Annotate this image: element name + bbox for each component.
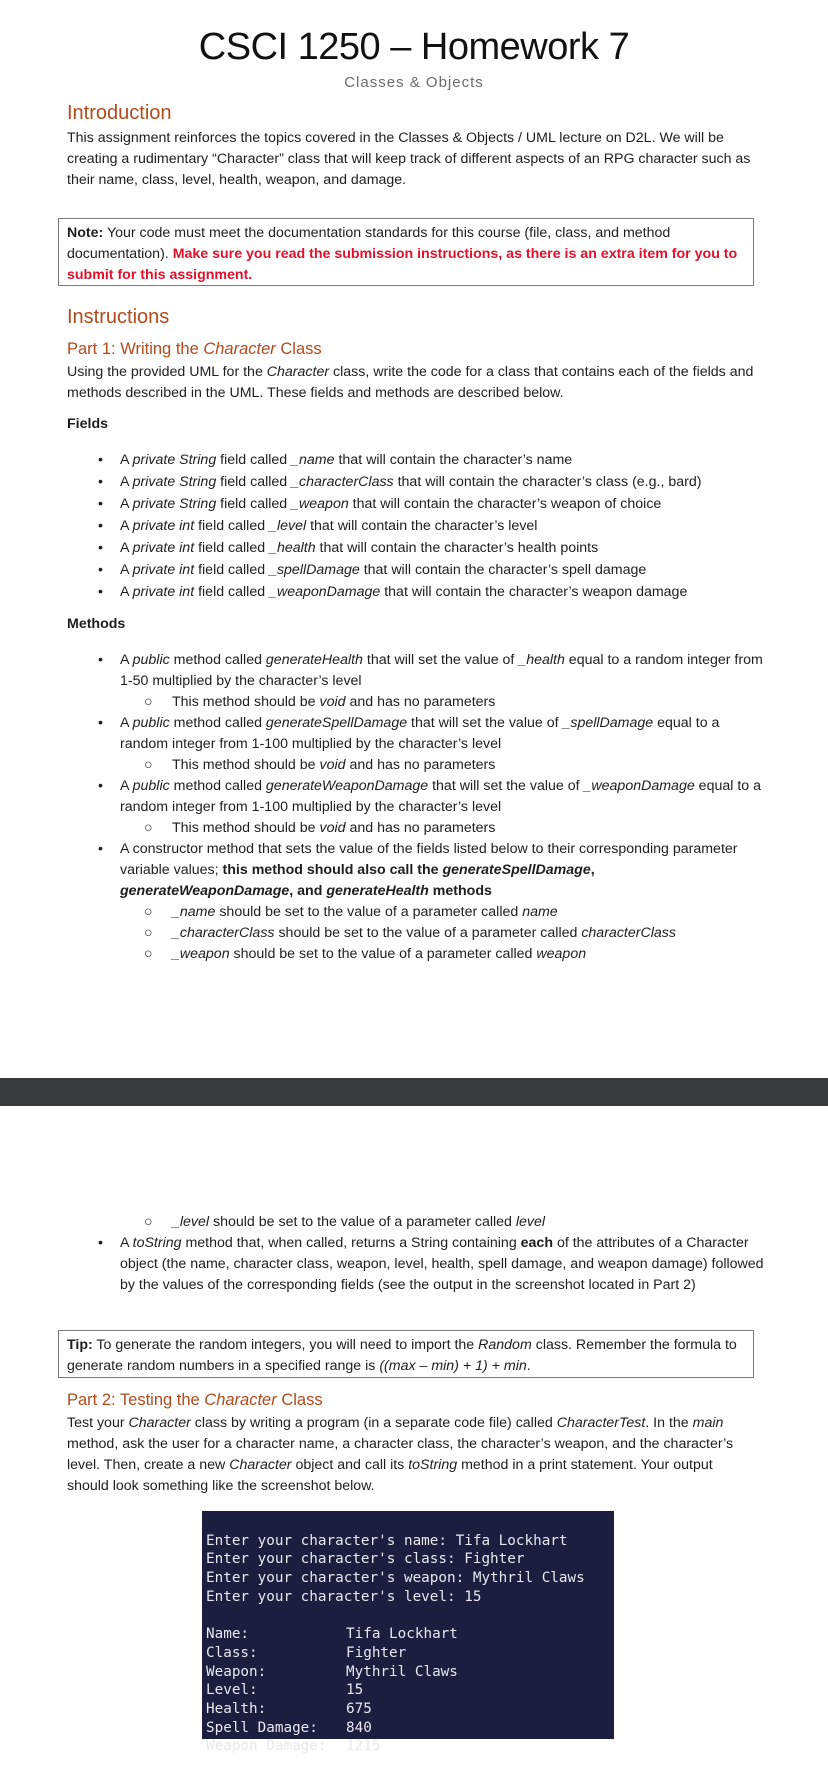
part1-text: Using the provided UML for the Character class, write the code for a class that contains each of the fields and methods described in the UML. These fields and methods are described below. bbox=[67, 364, 754, 401]
list-item: • A private int field called _health that will contain the character’s health points bbox=[98, 540, 599, 556]
console-line: Enter your character's name: Tifa Lockhart bbox=[206, 1532, 568, 1549]
tip-label: Tip: bbox=[67, 1337, 93, 1353]
console-line: Enter your character's class: Fighter bbox=[206, 1551, 525, 1568]
console-output-screenshot bbox=[202, 1511, 614, 1755]
list-item: • A public method called generateWeaponDamage that will set the value of _weaponDamage equal to a random integer from 1-100 multiplied by the character’s level bbox=[98, 778, 761, 815]
list-item: • A constructor method that sets the value of the fields listed below to their corresponding parameter variable values; this method should also call the generateSpellDamage, generateWeaponDamage, and generateHealth methods bbox=[98, 841, 738, 899]
console-row: Weapon Damage: 1215 bbox=[206, 1738, 381, 1755]
list-item: • A toString method that, when called, returns a String containing each of the attributes of a Character object (the name, character class, weapon, level, health, spell damage, and weapon damage) followed by the values of the corresponding fields (see the output in the screenshot located in Part 2) bbox=[98, 1235, 764, 1293]
part2-text: Test your Character class by writing a program (in a separate code file) called CharacterTest. In the main method, ask the user for a character name, a character class, the character’s weapon, and the character’s level. Then, create a new Character object and call its toString method in a print statement. Your output should look something like the screenshot below. bbox=[67, 1415, 734, 1494]
note-warning: Make sure you read the submission instructions, as there is an extra item for you to submit for this assignment. bbox=[67, 246, 738, 283]
methods-list-continued bbox=[86, 1212, 766, 1296]
list-item: • A private int field called _weaponDamage that will contain the character’s weapon damage bbox=[98, 584, 688, 600]
list-subitem: ○ _name should be set to the value of a parameter called name bbox=[144, 904, 558, 920]
list-subitem: ○ This method should be void and has no parameters bbox=[144, 757, 496, 773]
list-subitem: ○ _level should be set to the value of a parameter called level bbox=[144, 1214, 546, 1230]
list-subitem: ○ This method should be void and has no parameters bbox=[144, 820, 496, 836]
document-subtitle: Classes & Objects bbox=[344, 74, 484, 91]
console-row: Level: 15 bbox=[206, 1682, 364, 1699]
introduction-heading: Introduction bbox=[67, 102, 172, 124]
note-label: Note: bbox=[67, 225, 104, 241]
list-item: • A private int field called _level that will contain the character’s level bbox=[98, 518, 538, 534]
console-row: Name: Tifa Lockhart bbox=[206, 1626, 458, 1643]
methods-label: Methods bbox=[67, 616, 126, 632]
list-item: • A private String field called _weapon that will contain the character’s weapon of choice bbox=[98, 496, 662, 512]
methods-list bbox=[86, 650, 766, 965]
list-item: • A private String field called _name that will contain the character’s name bbox=[98, 452, 573, 468]
console-row: Class: Fighter bbox=[206, 1644, 407, 1661]
note-box bbox=[58, 218, 754, 286]
note-text: Your code must meet the documentation standards for this course (file, class, and method documentation). bbox=[67, 225, 671, 262]
fields-label: Fields bbox=[67, 416, 108, 432]
introduction-text: This assignment reinforces the topics covered in the Classes & Objects / UML lecture on D2L. We will be creating a rudimentary “Character” class that will keep track of different aspects of an RPG character such as their name, class, level, health, weapon, and damage. bbox=[67, 130, 751, 188]
fields-list bbox=[86, 449, 766, 603]
document-title: CSCI 1250 – Homework 7 bbox=[198, 26, 630, 68]
page-separator bbox=[0, 1078, 828, 1106]
tip-box: Tip: To generate the random integers, you will need to import the Random class. Remember the formula to generate random numbers in a specified range is ((max – min) + 1) + min. bbox=[58, 1330, 754, 1378]
list-subitem: ○ This method should be void and has no parameters bbox=[144, 694, 496, 710]
part1-heading: Part 1: Writing the Character Class bbox=[67, 340, 322, 358]
console-row: Spell Damage: 840 bbox=[206, 1719, 372, 1736]
list-subitem: ○ _characterClass should be set to the value of a parameter called characterClass bbox=[144, 925, 676, 941]
console-row: Weapon: Mythril Claws bbox=[206, 1663, 458, 1680]
list-item: • A public method called generateHealth that will set the value of _health equal to a random integer from 1-50 multiplied by the character’s level bbox=[98, 652, 763, 689]
list-item: • A private int field called _spellDamage that will contain the character’s spell damage bbox=[98, 562, 647, 578]
list-subitem: ○ _weapon should be set to the value of a parameter called weapon bbox=[144, 946, 587, 962]
part2-heading: Part 2: Testing the Character Class bbox=[67, 1391, 323, 1409]
list-item: • A private String field called _characterClass that will contain the character’s class (e.g., bard) bbox=[98, 474, 702, 490]
console-line: Enter your character's weapon: Mythril Claws bbox=[206, 1570, 585, 1587]
list-item: • A public method called generateSpellDamage that will set the value of _spellDamage equal to a random integer from 1-100 multiplied by the character’s level bbox=[98, 715, 720, 752]
instructions-heading: Instructions bbox=[67, 306, 170, 328]
console-line: Enter your character's level: 15 bbox=[206, 1588, 482, 1605]
console-row: Health: 675 bbox=[206, 1700, 372, 1717]
